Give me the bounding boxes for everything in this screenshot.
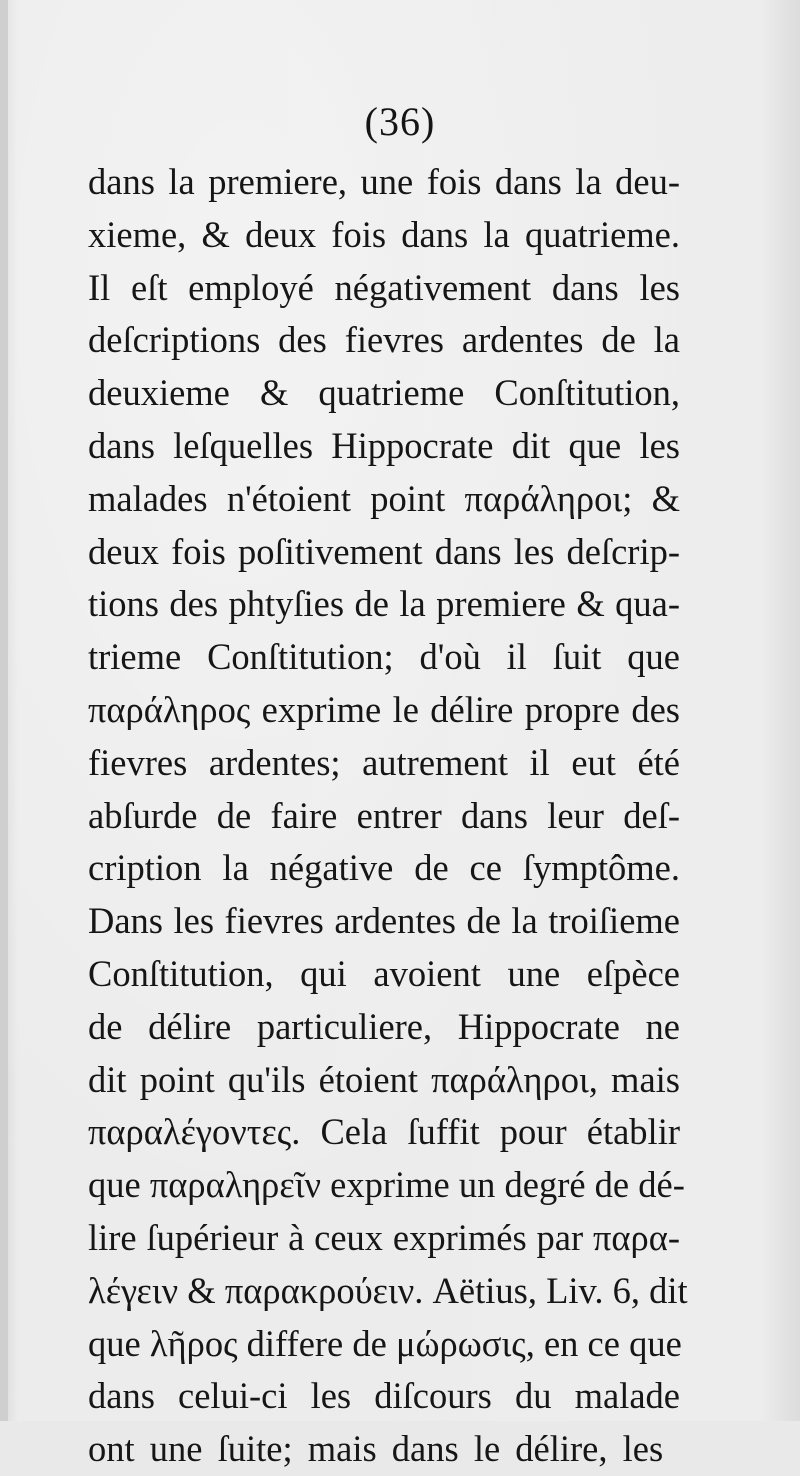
text-line: deuxieme & quatrieme Conſtitution, [88, 372, 680, 414]
text-line: abſurde de faire entrer dans leur deſ- [88, 794, 680, 836]
text-line: malades n'étoient point παράληροι; & [88, 477, 680, 519]
text-line: παραλέγοντες. Cela ſuffit pour établir [88, 1111, 680, 1153]
text-line: dit point qu'ils étoient παράληροι, mais [88, 1058, 680, 1100]
page-left-edge [0, 0, 8, 1421]
page-number: (36) [364, 99, 436, 144]
text-line: que λῆρος differe de μώρωσις, en ce que [88, 1322, 682, 1364]
text-line: xieme, & deux fois dans la quatrieme. [88, 213, 680, 255]
text-line: tions des phtyſies de la premiere & qua- [88, 583, 680, 625]
text-line: ont une ſuite; mais dans le délire, les [88, 1428, 664, 1470]
text-line: fievres ardentes; autrement il eut été [88, 741, 680, 783]
text-line: dans celui-ci les diſcours du malade [88, 1375, 680, 1417]
text-line: Dans les fievres ardentes de la troiſieme [88, 900, 680, 942]
text-line: cription la négative de ce ſymptôme. [88, 847, 680, 889]
text-line: que παραληρεῖν exprime un degré de dé- [88, 1164, 685, 1206]
text-line: de délire particuliere, Hippocrate ne [88, 1005, 680, 1047]
text-line: lire ſupérieur à ceux exprimés par παρα- [88, 1216, 680, 1258]
text-line: Il eſt employé négativement dans les [88, 266, 680, 308]
body-text [88, 156, 688, 1476]
text-line: deux fois poſitivement dans les deſcrip- [88, 530, 680, 572]
text-line: Conſtitution, qui avoient une eſpèce [88, 952, 680, 994]
text-line: dans leſquelles Hippocrate dit que les [88, 424, 680, 466]
text-line: trieme Conſtitution; d'où il ſuit que [88, 636, 680, 678]
text-line: λέγειν & παρακρούειν. Aëtius, Liv. 6, dit [88, 1269, 688, 1311]
text-line: παράληρος exprime le délire propre des [88, 688, 680, 730]
text-line: dans la premiere, une fois dans la deu- [88, 161, 680, 202]
text-line: deſcriptions des fievres ardentes de la [88, 319, 680, 361]
